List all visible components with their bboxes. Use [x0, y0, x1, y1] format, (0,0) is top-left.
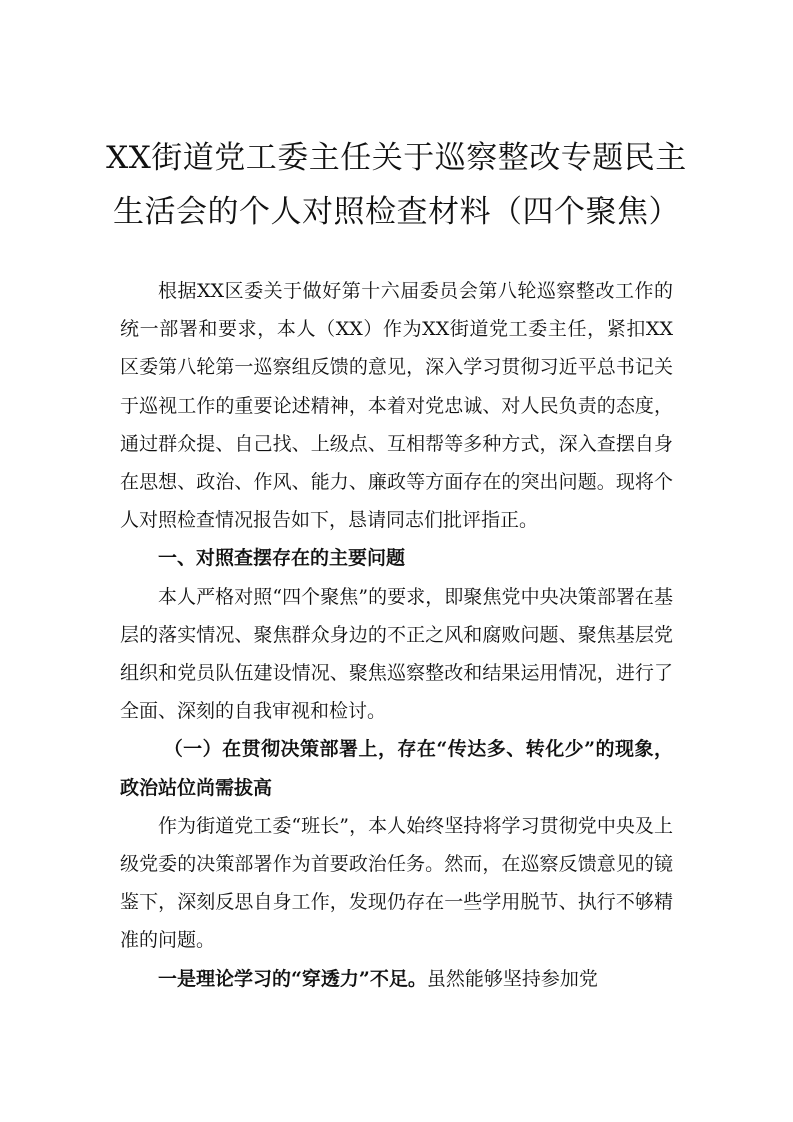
point-1-text: 虽然能够坚持参加党 — [426, 967, 598, 990]
subsection-1-heading: （一）在贯彻决策部署上，存在“传达多、转化少”的现象，政治站位尚需拔高 — [120, 738, 673, 799]
section-1-paragraph: 本人严格对照“四个聚焦”的要求，即聚焦党中央决策部署在基层的落实情况、聚焦群众身边的不正之风和腐败问题、聚焦基层党组织和党员队伍建设情况、聚焦巡察整改和结果运用情况，进行了全面、深刻的自我审视和检讨。 — [120, 585, 673, 723]
intro-paragraph: 根据XX区委关于做好第十六届委员会第八轮巡察整改工作的统一部署和要求，本人（XX）作为XX街道党工委主任，紧扣XX区委第八轮第一巡察组反馈的意见，深入学习贯彻习近平总书记关于巡视工作的重要论述精神，本着对党忠诚、对人民负责的态度，通过群众提、自己找、上级点、互相帮等多种方式，深入查摆自身在思想、政治、作风、能力、廉政等方面存在的突出问题。现将个人对照检查情况报告如下，恳请同志们批评指正。 — [120, 280, 673, 532]
point-1-lead: 一是理论学习的“穿透力”不足。 — [158, 967, 427, 990]
document-title-line-2: 生活会的个人对照检查材料（四个聚焦） — [113, 194, 680, 230]
document-body — [120, 272, 673, 998]
point-1-paragraph — [120, 960, 673, 998]
document-title-line-1: XX街道党工委主任关于巡察整改专题民主 — [106, 140, 687, 176]
section-1-heading: 一、对照查摆存在的主要问题 — [158, 547, 406, 570]
subsection-1-paragraph: 作为街道党工委“班长”，本人始终坚持将学习贯彻党中央及上级党委的决策部署作为首要政治任务。然而，在巡察反馈意见的镜鉴下，深刻反思自身工作，发现仍存在一些学用脱节、执行不够精准的问题。 — [120, 814, 673, 952]
